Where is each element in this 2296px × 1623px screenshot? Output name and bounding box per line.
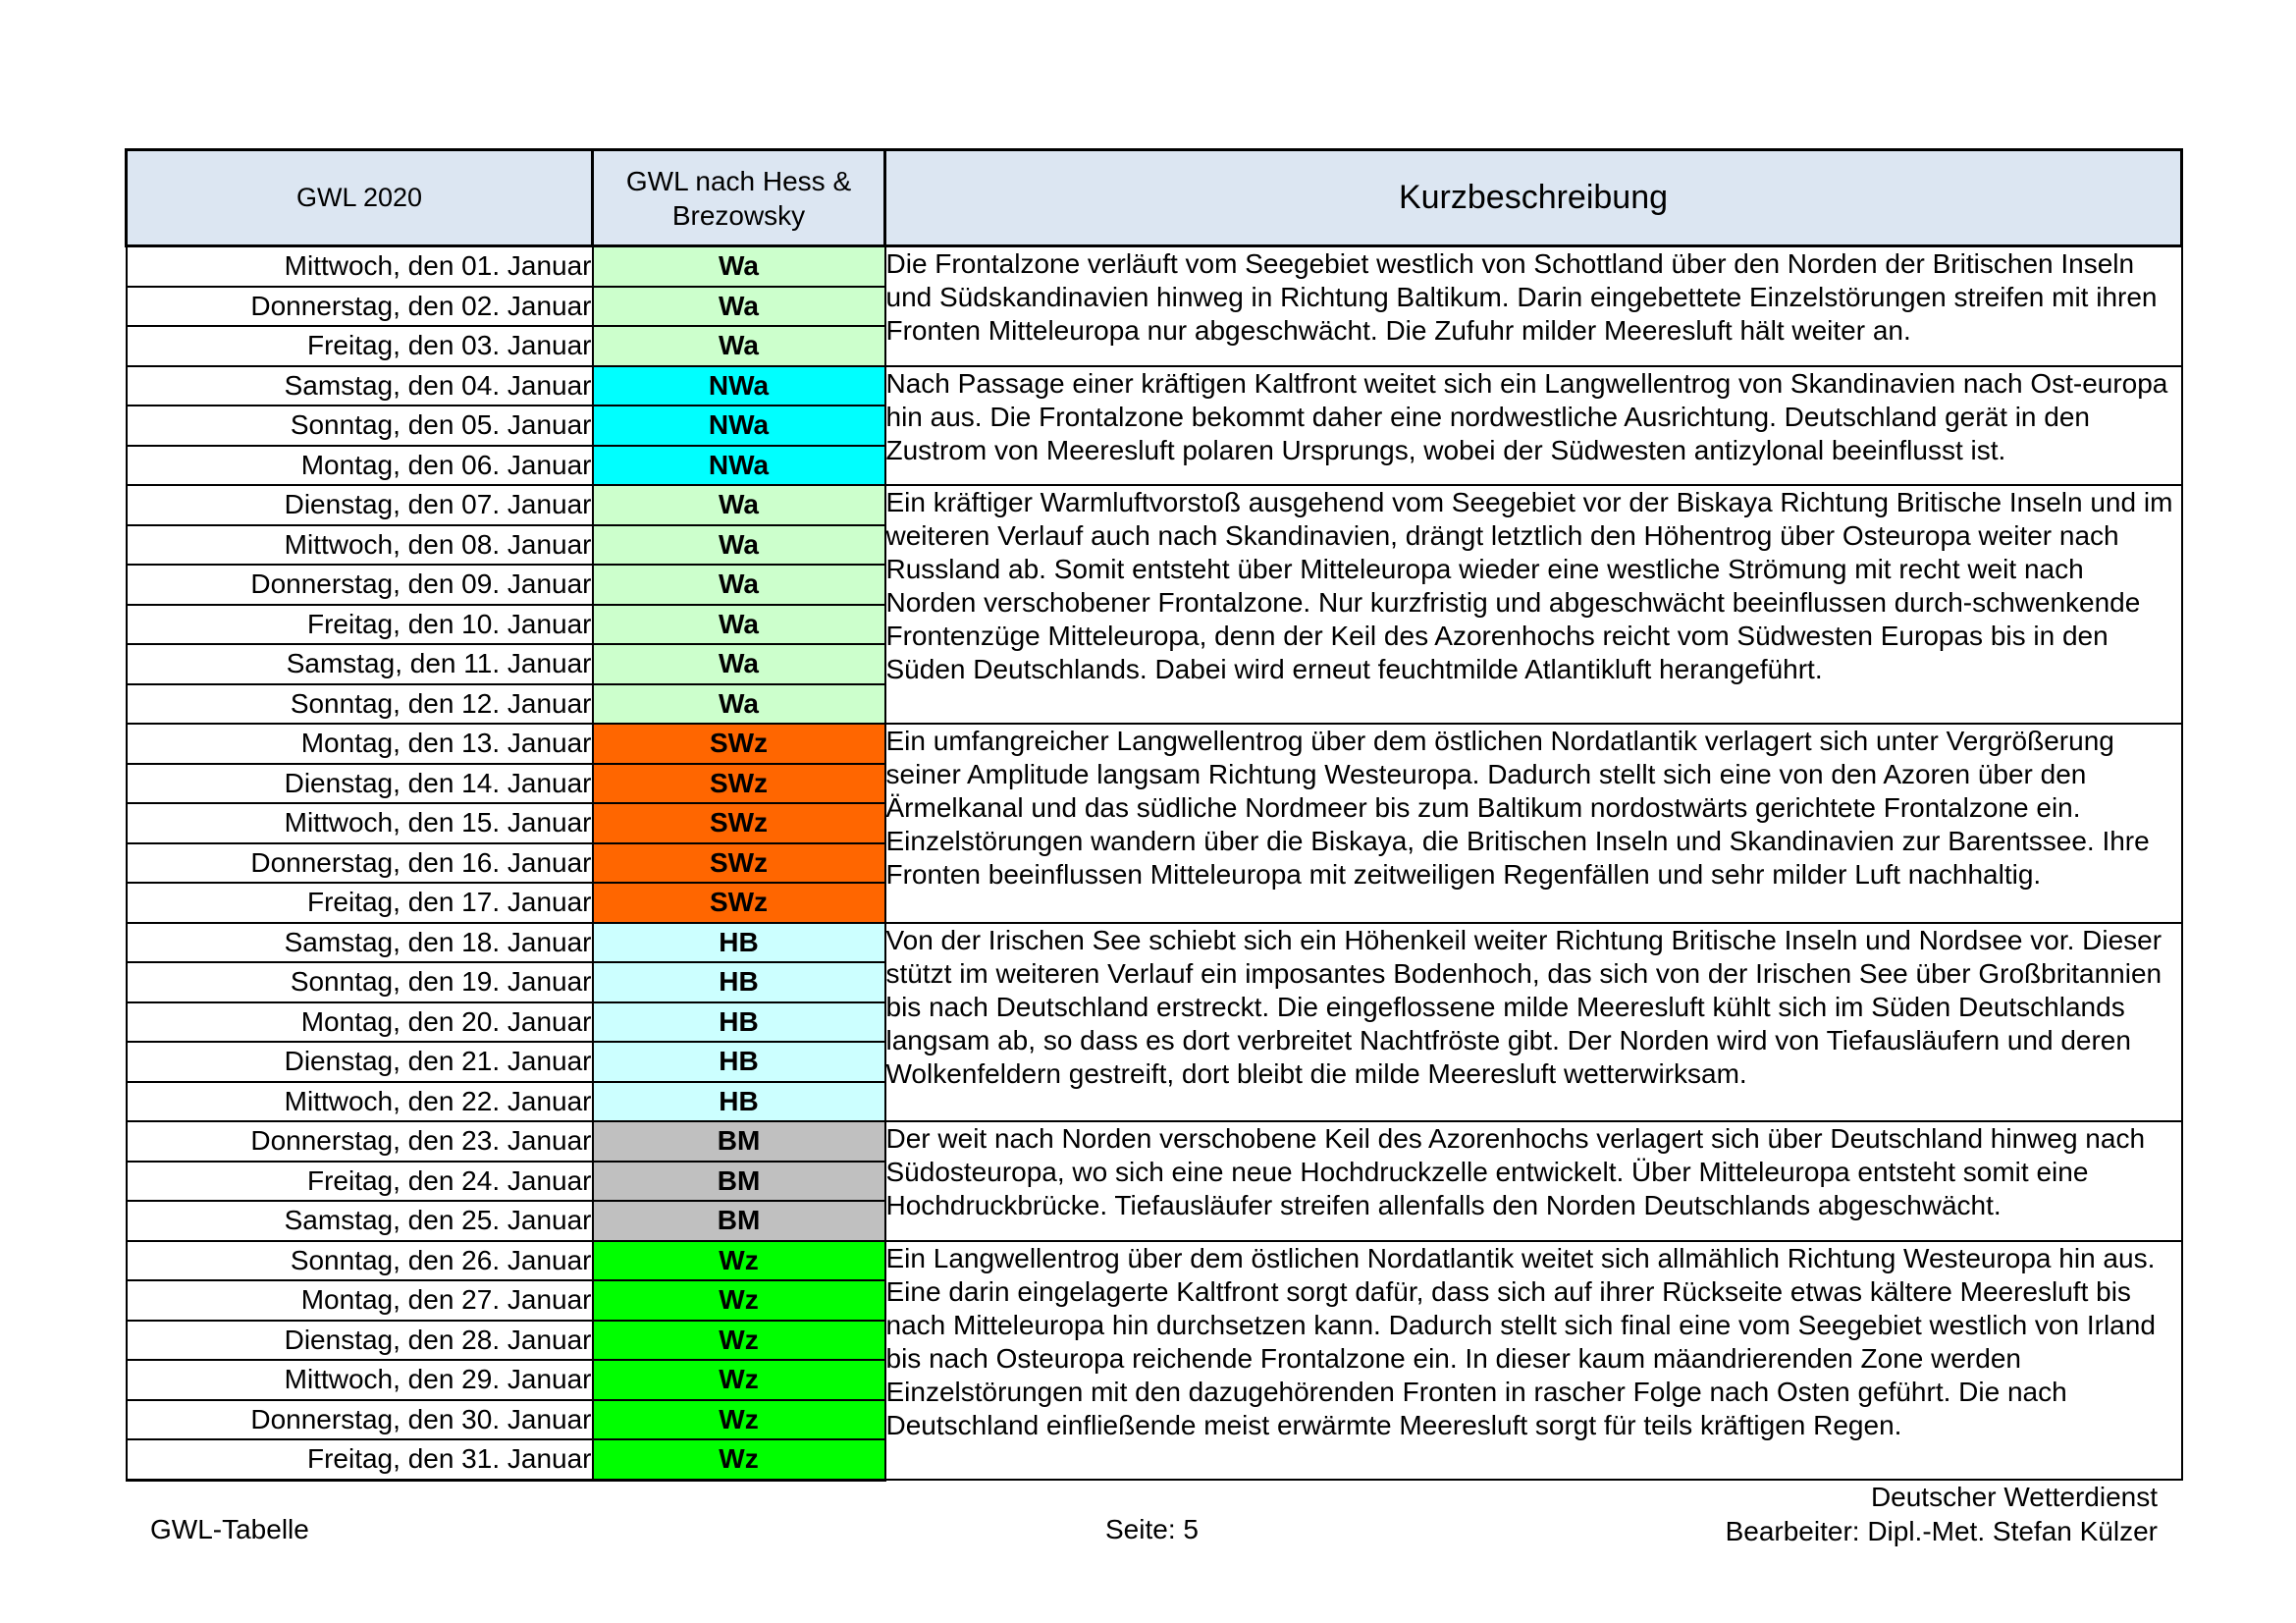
description-cell: Ein kräftiger Warmluftvorstoß ausgehend vom Seegebiet vor der Biskaya Richtung Britische Inseln und im weiteren Verlauf auch nach Skandinavien, drängt letztlich den Höhentrog über Osteuropa weiter nach Russland ab. Somit entsteht über Mitteleuropa wieder eine westliche Strömung mit recht weit nach Norden verschobener Frontalzone. Nur kurzfristig und abgeschwächt beeinflussen durch-schwenkende Frontenzüge Mitteleuropa, denn der Keil des Azorenhochs reicht vom Südwesten Europas bis in den Süden Deutschlands. Dabei wird erneut feuchtmilde Atlantikluft herangeführt. xyxy=(885,485,2182,724)
description-cell: Ein umfangreicher Langwellentrog über dem östlichen Nordatlantik verlagert sich unter Vergrößerung seiner Amplitude langsam Richtung Westeuropa. Dadurch stellt sich eine von den Azoren über den Ärmelkanal und das südliche Nordmeer bis zum Baltikum nordostwärts gerichtete Frontalzone ein. Einzelstörungen wandern über die Biskaya, die Britischen Inseln und Skandinavien zur Barentssee. Ihre Fronten beeinflussen Mitteleuropa mit zeitweiligen Regenfällen und sehr milder Luft nachhaltig. xyxy=(885,724,2182,923)
gwl-code-cell: Wa xyxy=(593,246,885,287)
gwl-code-cell: Wa xyxy=(593,644,885,684)
gwl-code-cell: Wa xyxy=(593,684,885,725)
gwl-table xyxy=(125,148,2183,1482)
gwl-code-cell: SWz xyxy=(593,883,885,923)
footer-page-number: Seite: 5 xyxy=(1105,1514,1199,1544)
table-row xyxy=(127,1121,2182,1162)
date-cell: Samstag, den 04. Januar xyxy=(127,366,593,406)
footer-editor: Bearbeiter: Dipl.-Met. Stefan Külzer xyxy=(1725,1516,2158,1546)
gwl-code-cell: SWz xyxy=(593,843,885,884)
date-cell: Dienstag, den 28. Januar xyxy=(127,1321,593,1361)
gwl-code-cell: SWz xyxy=(593,764,885,804)
date-cell: Mittwoch, den 01. Januar xyxy=(127,246,593,287)
gwl-code-cell: SWz xyxy=(593,803,885,843)
gwl-code-cell: Wz xyxy=(593,1241,885,1281)
gwl-code-cell: Wa xyxy=(593,525,885,566)
gwl-code-cell: Wz xyxy=(593,1360,885,1400)
date-cell: Donnerstag, den 02. Januar xyxy=(127,287,593,327)
date-cell: Samstag, den 11. Januar xyxy=(127,644,593,684)
description-cell: Von der Irischen See schiebt sich ein Höhenkeil weiter Richtung Britische Inseln und Nordsee vor. Dieser stützt im weiteren Verlauf ein imposantes Bodenhoch, das sich von der Irischen See über Großbritannien bis nach Deutschland erstreckt. Die eingeflossene milde Meeresluft kühlt sich im Süden Deutschlands langsam ab, so dass es dort verbreitet Nachtfröste gibt. Der Norden wird von Tiefausläufern und deren Wolkenfeldern gestreift, dort bleibt die milde Meeresluft wetterwirksam. xyxy=(885,923,2182,1122)
date-cell: Mittwoch, den 22. Januar xyxy=(127,1082,593,1122)
gwl-code-cell: NWa xyxy=(593,366,885,406)
gwl-code-cell: NWa xyxy=(593,446,885,486)
date-cell: Dienstag, den 07. Januar xyxy=(127,485,593,525)
header-gwl-hess-brezowsky: GWL nach Hess & Brezowsky xyxy=(593,150,885,246)
gwl-code-cell: HB xyxy=(593,1002,885,1043)
date-cell: Donnerstag, den 23. Januar xyxy=(127,1121,593,1162)
footer-author-block xyxy=(1726,1480,2158,1548)
description-cell: Die Frontalzone verläuft vom Seegebiet westlich von Schottland über den Norden der Britischen Inseln und Südskandinavien hinweg in Richtung Baltikum. Darin eingebettete Einzelstörungen streifen mit ihren Fronten Mitteleuropa nur abgeschwächt. Die Zufuhr milder Meeresluft hält weiter an. xyxy=(885,246,2182,366)
gwl-code-cell: Wa xyxy=(593,565,885,605)
table-row xyxy=(127,246,2182,287)
date-cell: Montag, den 27. Januar xyxy=(127,1280,593,1321)
gwl-code-cell: HB xyxy=(593,1042,885,1082)
date-cell: Sonntag, den 05. Januar xyxy=(127,406,593,446)
date-cell: Donnerstag, den 16. Januar xyxy=(127,843,593,884)
header-gwl-year: GWL 2020 xyxy=(127,150,593,246)
table-row xyxy=(127,485,2182,525)
date-cell: Freitag, den 03. Januar xyxy=(127,326,593,366)
date-cell: Dienstag, den 21. Januar xyxy=(127,1042,593,1082)
date-cell: Dienstag, den 14. Januar xyxy=(127,764,593,804)
date-cell: Donnerstag, den 09. Januar xyxy=(127,565,593,605)
date-cell: Donnerstag, den 30. Januar xyxy=(127,1400,593,1440)
gwl-code-cell: HB xyxy=(593,1082,885,1122)
table-body xyxy=(127,246,2182,1481)
gwl-code-cell: Wz xyxy=(593,1280,885,1321)
description-cell: Ein Langwellentrog über dem östlichen Nordatlantik weitet sich allmählich Richtung Westeuropa hin aus. Eine darin eingelagerte Kaltfront sorgt dafür, dass sich auf ihrer Rückseite etwas kältere Meeresluft bis nach Mitteleuropa hin durchsetzen kann. Dadurch stellt sich final eine vom Seegebiet westlich von Irland bis nach Osteuropa reichende Frontalzone ein. In dieser kaum mäandrierenden Zone werden Einzelstörungen mit den dazugehörenden Fronten in rascher Folge nach Osten geführt. Die nach Deutschland einfließende meist erwärmte Meeresluft sorgt für teils kräftigen Regen. xyxy=(885,1241,2182,1481)
gwl-code-cell: Wa xyxy=(593,485,885,525)
gwl-code-cell: NWa xyxy=(593,406,885,446)
gwl-code-cell: Wa xyxy=(593,326,885,366)
date-cell: Freitag, den 31. Januar xyxy=(127,1439,593,1480)
gwl-code-cell: Wa xyxy=(593,287,885,327)
table-row xyxy=(127,724,2182,764)
gwl-code-cell: HB xyxy=(593,962,885,1002)
date-cell: Freitag, den 17. Januar xyxy=(127,883,593,923)
table-row xyxy=(127,366,2182,406)
date-cell: Montag, den 06. Januar xyxy=(127,446,593,486)
date-cell: Freitag, den 10. Januar xyxy=(127,605,593,645)
description-cell: Nach Passage einer kräftigen Kaltfront weitet sich ein Langwellentrog von Skandinavien nach Ost-europa hin aus. Die Frontalzone bekommt daher eine nordwestliche Ausrichtung. Deutschland gerät in den Zustrom von Meeresluft polaren Ursprungs, wobei der Südwesten antizylonal beeinflusst ist. xyxy=(885,366,2182,486)
gwl-code-cell: Wz xyxy=(593,1439,885,1480)
date-cell: Samstag, den 18. Januar xyxy=(127,923,593,963)
date-cell: Mittwoch, den 08. Januar xyxy=(127,525,593,566)
gwl-code-cell: Wa xyxy=(593,605,885,645)
header-short-description: Kurzbeschreibung xyxy=(885,150,2182,246)
gwl-code-cell: BM xyxy=(593,1162,885,1202)
date-cell: Montag, den 13. Januar xyxy=(127,724,593,764)
date-cell: Sonntag, den 26. Januar xyxy=(127,1241,593,1281)
gwl-code-cell: BM xyxy=(593,1121,885,1162)
footer-organization: Deutscher Wetterdienst xyxy=(1870,1482,2158,1512)
date-cell: Montag, den 20. Januar xyxy=(127,1002,593,1043)
gwl-code-cell: HB xyxy=(593,923,885,963)
date-cell: Sonntag, den 19. Januar xyxy=(127,962,593,1002)
table-header-row xyxy=(127,150,2182,246)
gwl-table-container xyxy=(125,148,2180,1482)
table-row xyxy=(127,923,2182,963)
table-row xyxy=(127,1241,2182,1281)
gwl-code-cell: BM xyxy=(593,1201,885,1241)
gwl-code-cell: SWz xyxy=(593,724,885,764)
date-cell: Sonntag, den 12. Januar xyxy=(127,684,593,725)
date-cell: Freitag, den 24. Januar xyxy=(127,1162,593,1202)
gwl-code-cell: Wz xyxy=(593,1321,885,1361)
gwl-code-cell: Wz xyxy=(593,1400,885,1440)
description-cell: Der weit nach Norden verschobene Keil des Azorenhochs verlagert sich über Deutschland hinweg nach Südosteuropa, wo sich eine neue Hochdruckzelle entwickelt. Über Mitteleuropa entsteht somit eine Hochdruckbrücke. Tiefausläufer streifen allenfalls den Norden Deutschlands abgeschwächt. xyxy=(885,1121,2182,1241)
date-cell: Mittwoch, den 15. Januar xyxy=(127,803,593,843)
date-cell: Samstag, den 25. Januar xyxy=(127,1201,593,1241)
date-cell: Mittwoch, den 29. Januar xyxy=(127,1360,593,1400)
footer-doc-title: GWL-Tabelle xyxy=(150,1514,309,1544)
